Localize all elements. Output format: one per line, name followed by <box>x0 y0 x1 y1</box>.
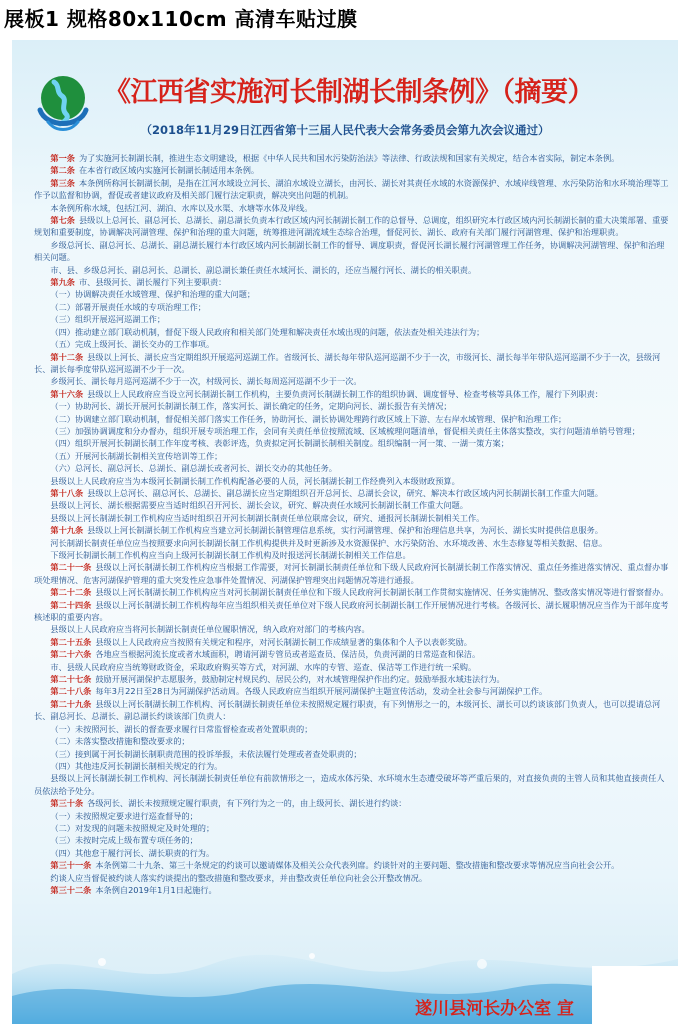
regulation-body <box>34 152 670 896</box>
article-text: （二）部署开展责任水域的专项治理工作； <box>50 301 206 312</box>
regulation-paragraph <box>34 276 670 288</box>
article-text: （二）协调建立部门联动机制，督促相关部门落实工作任务，协助河长、湖长协调处理跨行政区域上下游、左右岸水域管理、保护和治理工作； <box>50 413 567 424</box>
regulation-paragraph <box>34 388 670 400</box>
article-number: 第二十七条 <box>50 674 92 685</box>
article-text: （四）组织开展河长制湖长制工作年度考核、表彰评选，负责拟定河长制湖长制相关制度。组织编制一河一策、一湖一策方案； <box>50 438 509 449</box>
regulation-paragraph <box>34 202 670 214</box>
article-number: 第九条 <box>50 277 75 288</box>
regulation-paragraph <box>34 214 670 239</box>
regulation-paragraph <box>34 772 670 797</box>
poster-title: 《江西省实施河长制湖长制条例》（摘要） <box>104 77 594 108</box>
article-text: （四）其他违反河长制湖长制相关规定的行为。 <box>50 760 223 771</box>
regulation-paragraph <box>34 164 670 176</box>
regulation-paragraph <box>34 760 670 772</box>
regulation-paragraph <box>34 735 670 747</box>
regulation-paragraph <box>34 797 670 809</box>
regulation-paragraph <box>34 549 670 561</box>
article-text: （二）未落实整改措施和整改要求的； <box>50 736 190 747</box>
regulation-paragraph <box>34 288 670 300</box>
article-number: 第三十一条 <box>50 860 92 871</box>
article-text: （三）加强协调调度和分办督办，组织开展专项治理工作，会同有关责任单位按照流域、区域梳理问题清单，督促相关责任主体落实整改，实行问题清单销号管理； <box>50 425 640 436</box>
regulation-paragraph <box>34 685 670 697</box>
regulation-paragraph <box>34 884 670 896</box>
article-text: 为了实施河长制湖长制，推进生态文明建设，根据《中华人民共和国水污染防治法》等法律、行政法规和国家有关规定，结合本省实际，制定本条例。 <box>78 153 620 163</box>
article-text: 下级河长制湖长制工作机构应当向上级河长制湖长制工作机构及时报送河长制湖长制相关工作信息。 <box>50 550 411 560</box>
article-number: 第二十一条 <box>50 562 92 573</box>
regulation-paragraph <box>34 648 670 660</box>
regulation-paragraph <box>34 599 670 624</box>
regulation-paragraph <box>34 524 670 536</box>
regulation-paragraph <box>34 561 670 586</box>
regulation-paragraph <box>34 834 670 846</box>
article-number: 第二十八条 <box>50 686 92 697</box>
regulation-paragraph <box>34 152 670 164</box>
article-number: 第十二条 <box>50 351 84 362</box>
article-text: （三）未按时完成上级布置专项任务的； <box>50 835 198 846</box>
article-text: （四）推动建立部门联动机制，督促下级人民政府和相关部门处理和解决责任水域出现的问题，依法查处相关违法行为； <box>50 326 485 337</box>
regulation-paragraph <box>34 338 670 350</box>
regulation-paragraph <box>34 723 670 735</box>
regulation-paragraph <box>34 462 670 474</box>
article-text: 市、县级河长、湖长履行下列主要职责： <box>78 277 227 288</box>
article-text: 本条例所称水域，包括江河、湖泊、水库以及水渠、水塘等水体及岸线。 <box>50 202 313 213</box>
article-text: 市、县、乡级总河长、副总河长、总湖长、副总湖长兼任责任水域河长、湖长的，还应当履行河长、湖长的相关职责。 <box>50 264 477 275</box>
regulation-paragraph <box>34 326 670 338</box>
article-text: 各级河长、湖长未按照规定履行职责，有下列行为之一的，由上级河长、湖长进行约谈： <box>87 798 407 809</box>
article-text: 约谈人应当督促被约谈人落实约谈提出的整改措施和整改要求，并由整改责任单位向社会公开整改情况。 <box>50 872 428 883</box>
article-text: 河长制湖长制责任单位应当按照要求向河长制湖长制工作机构提供并及时更新涉及水资源保护、水污染防治、水环境改善、水生态修复等相关数据、信息。 <box>50 537 608 548</box>
regulation-paragraph <box>34 177 670 202</box>
article-text: 在本省行政区域内实施河长制湖长制适用本条例。 <box>78 165 260 176</box>
article-text: 县级以上河长制湖长制工作机构应当建立河长制湖长制管理信息系统，实行河湖管理、保护和治理信息共享，为河长、湖长实时提供信息服务。 <box>87 525 603 536</box>
article-number: 第三十二条 <box>50 884 92 895</box>
article-text: 本条例所称河长制湖长制，是指在江河水域设立河长、湖泊水域设立湖长，由河长、湖长对其责任水域的水资源保护、水域岸线管理、水污染防治和水环境治理等工作予以监督和协调，督促或者建议政府及相关部门履行法定职责，解决突出问题的机制。 <box>34 177 669 201</box>
article-text: 县级以上人民政府应当按照有关规定和程序，对河长制湖长制工作成绩显著的集体和个人予以表彰奖励。 <box>95 636 472 647</box>
regulation-paragraph <box>34 475 670 487</box>
article-number: 第一条 <box>50 153 75 163</box>
article-number: 第三十条 <box>50 798 84 809</box>
article-text: 县级以上河长、湖长应当定期组织开展巡河巡湖工作。省级河长、湖长每年带队巡河巡湖不少于一次，市级河长、湖长每半年带队巡河巡湖不少于一次，县级河长、湖长每季度带队巡河巡湖不少于一次。 <box>34 351 661 374</box>
article-text: 县级以上河长制湖长制工作机构、河长制湖长制责任单位有前款情形之一，造成水体污染、水环境水生态遭受破坏等严重后果的，对直接负责的主管人员和其他直接责任人员依法给予处分。 <box>34 773 665 796</box>
article-text: 县级以上人民政府应当将河长制湖长制责任单位履职情况，纳入政府对部门的考核内容。 <box>50 624 370 635</box>
regulation-paragraph <box>34 450 670 462</box>
regulation-paragraph <box>34 313 670 325</box>
article-text: （一）协调解决责任水域管理、保护和治理的重大问题； <box>50 289 256 300</box>
article-number: 第三条 <box>50 177 75 188</box>
regulation-paragraph <box>34 400 670 412</box>
article-text: （二）对发现的问题未按照规定及时处理的； <box>50 822 215 833</box>
article-text: （五）完成上级河长、湖长交办的工作事项。 <box>50 339 215 350</box>
article-text: （一）未按照河长、湖长的督查要求履行日常监督检查或者处置职责的； <box>50 723 313 734</box>
article-text: 每年3月22日至28日为河湖保护活动周。各级人民政府应当组织开展河湖保护主题宣传活动，发动全社会参与河湖保护工作。 <box>95 686 548 697</box>
regulation-paragraph <box>34 872 670 884</box>
article-text: （三）接到属于河长制湖长制职责范围的投诉举报，未依法履行处理或者查处职责的； <box>50 748 362 759</box>
article-number: 第二十五条 <box>50 636 92 647</box>
article-text: 县级以上人民政府应当为本级河长制湖长制工作机构配备必要的人员，河长制湖长制工作经费列入本级财政预算。 <box>50 475 460 486</box>
footer-blank-area <box>592 966 678 1024</box>
article-text: 县级以上河长制湖长制工作机构每年应当组织相关责任单位对下级人民政府河长制湖长制工作开展情况进行考核。各级河长、湖长履职情况应当作为干部年度考核述职的重要内容。 <box>34 599 669 623</box>
article-text: （五）开展河长制湖长制相关宣传培训等工作； <box>50 450 223 461</box>
regulation-paragraph <box>34 512 670 524</box>
article-text: 乡级河长、湖长每月巡河巡湖不少于一次，村级河长、湖长每周巡河巡湖不少于一次。 <box>50 376 362 387</box>
regulation-paragraph <box>34 661 670 673</box>
article-number: 第二十六条 <box>50 649 92 660</box>
article-number: 第二十九条 <box>50 698 92 709</box>
regulation-paragraph <box>34 487 670 499</box>
article-number: 第二条 <box>50 165 75 176</box>
article-number: 第七条 <box>50 215 75 226</box>
article-number: 第十九条 <box>50 525 84 536</box>
regulation-paragraph <box>34 264 670 276</box>
banner-text: 展板1 规格80x110cm 高清车贴过膜 <box>4 7 358 31</box>
regulation-paragraph <box>34 425 670 437</box>
article-text: 各地应当根据河流长度或者水域面积，聘请河湖专管员或者巡查员、保洁员，负责河湖的日常巡查和保洁。 <box>95 649 481 660</box>
article-text: 本条例自2019年1月1日起施行。 <box>95 884 217 895</box>
article-text: 县级以上人民政府应当设立河长制湖长制工作机构，主要负责河长制湖长制工作的组织协调、调度督导、检查考核等具体工作，履行下列职责： <box>87 388 603 399</box>
regulation-paragraph <box>34 636 670 648</box>
article-text: （四）其他怠于履行河长、湖长职责的行为。 <box>50 847 215 858</box>
regulation-paragraph <box>34 623 670 635</box>
article-text: 鼓励开展河湖保护志愿服务，鼓励制定村规民约、居民公约，对水域管理保护作出约定。鼓励举报水域违法行为。 <box>95 674 505 685</box>
regulation-paragraph <box>34 537 670 549</box>
article-text: 乡级总河长、副总河长、总湖长、副总湖长履行本行政区域内河长制湖长制工作的督导、调度职责，督促河长湖长履行河湖管理工作任务，协调解决河湖管理、保护和治理相关问题。 <box>34 239 665 263</box>
regulation-paragraph <box>34 375 670 387</box>
regulation-paragraph <box>34 301 670 313</box>
article-text: （三）组织开展巡河巡湖工作； <box>50 314 166 325</box>
poster-subtitle: （2018年11月29日江西省第十三届人民代表大会常务委员会第九次会议通过） <box>140 123 550 137</box>
regulation-paragraph <box>34 673 670 685</box>
article-text: （一）协助河长、湖长开展河长制湖长制工作，落实河长、湖长确定的任务，定期向河长、湖长报告有关情况； <box>50 401 452 412</box>
article-text: （一）未按照规定要求进行巡查督导的； <box>50 810 198 821</box>
article-text: 县级以上河长、湖长根据需要应当适时组织召开河长、湖长会议，研究、解决责任水域河长制湖长制工作重大问题。 <box>50 500 468 511</box>
article-text: 县级以上河长制湖长制工作机构应当适时组织召开河长制湖长制责任单位联席会议，研究、通报河长制湖长制相关工作。 <box>50 512 485 523</box>
article-text: 县级以上河长制湖长制工作机构应当对河长制湖长制责任单位和下级人民政府河长制湖长制工作贯彻实施情况、任务实施情况、整改落实情况等进行督察督办。 <box>95 587 669 598</box>
poster-board <box>12 40 678 1024</box>
regulation-paragraph <box>34 586 670 598</box>
regulation-paragraph <box>34 748 670 760</box>
regulation-paragraph <box>34 822 670 834</box>
article-number: 第二十二条 <box>50 587 92 598</box>
regulation-paragraph <box>34 847 670 859</box>
issuer-footer: 遂川县河长办公室 宣 <box>415 999 574 1019</box>
article-text: （六）总河长、副总河长、总湖长、副总湖长或者河长、湖长交办的其他任务。 <box>50 463 337 474</box>
regulation-paragraph <box>34 859 670 871</box>
article-text: 县级以上总河长、副总河长、总湖长、副总湖长应当定期组织召开总河长、总湖长会议，研究、解决本行政区域内河长制湖长制工作重大问题。 <box>87 487 603 498</box>
regulation-paragraph <box>34 698 670 723</box>
regulation-paragraph <box>34 437 670 449</box>
regulation-paragraph <box>34 810 670 822</box>
regulation-paragraph <box>34 499 670 511</box>
article-text: 县级以上河长制湖长制工作机构、河长制湖长制责任单位未按照规定履行职责，有下列情形之一的，本级河长、湖长可以约谈该部门负责人，也可以提请总河长、副总河长、总湖长、副总湖长约谈该部门负责人： <box>34 698 661 722</box>
article-number: 第十八条 <box>50 487 84 498</box>
article-text: 县级以上总河长、副总河长、总湖长、副总湖长负责本行政区域内河长制湖长制工作的总督导、总调度，组织研究本行政区域内河长制湖长制的重大决策部署、重要规划和重要制度，协调解决河湖管理、保护和治理的重大问题，统筹推进河湖流域生态综合治理，督促河长、湖长、政府有关部门履行河湖管理、保护和治理职责。 <box>34 215 669 238</box>
article-number: 第二十四条 <box>50 599 92 610</box>
article-text: 本条例第二十九条、第三十条规定的约谈可以邀请媒体及相关公众代表列席。约谈针对的主要问题、整改措施和整改要求等情况应当向社会公开。 <box>95 860 620 871</box>
article-text: 县级以上河长制湖长制工作机构应当根据工作需要，对河长制湖长制责任单位和下级人民政府河长制湖长制工作落实情况、重点任务推进落实情况、重点督办事项处理情况、危害河湖保护管理的重大突发性应急事件处置情况、河湖保护管理突出问题情况等进行通报。 <box>34 562 669 585</box>
banner-bar <box>0 0 678 34</box>
regulation-paragraph <box>34 351 670 376</box>
regulation-paragraph <box>34 413 670 425</box>
article-text: 市、县级人民政府应当统筹财政资金，采取政府购买等方式，对河湖、水库的专管、巡查、保洁等工作进行统一采购。 <box>50 661 477 672</box>
article-number: 第十六条 <box>50 388 84 399</box>
regulation-paragraph <box>34 239 670 264</box>
